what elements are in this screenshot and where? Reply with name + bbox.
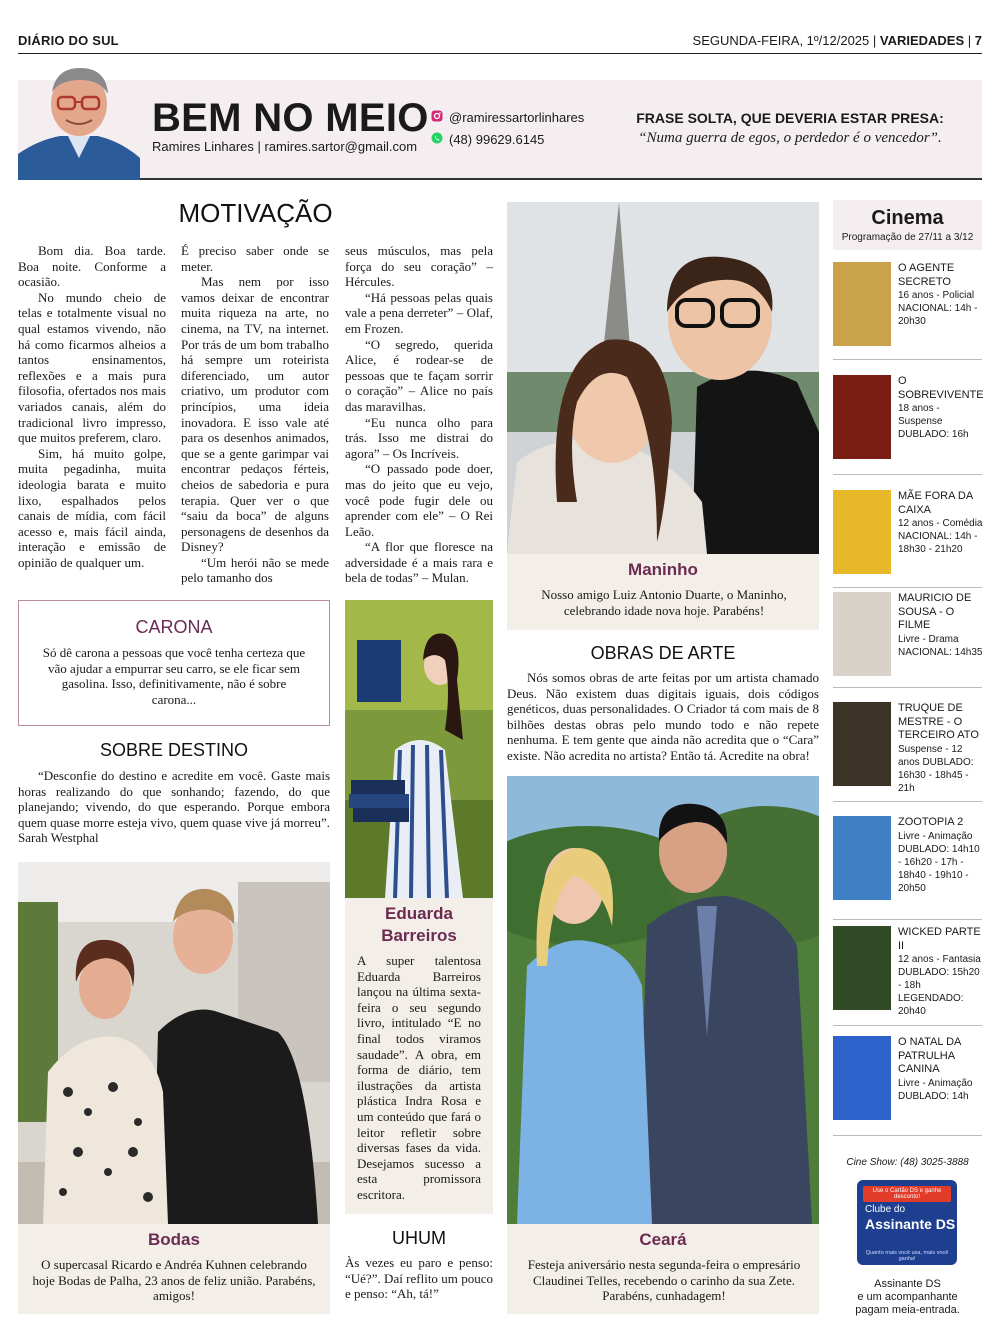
cinema-subtitle: Programação de 27/11 a 3/12 (841, 232, 974, 243)
bodas-name: Bodas (148, 1230, 200, 1249)
ceara-text: Festeja aniversário nesta segunda-feira o empresário Claudinei Telles, recebendo o carinho da sua Zete. Parabéns, cunhadagem! (527, 1257, 801, 1304)
bodas-text: O supercasal Ricardo e Andréa Kuhnen celebrando hoje Bodas de Palha, 23 anos de feliz união. Parabéns, amigos! (32, 1257, 316, 1304)
film-details: Suspense - 12 anos DUBLADO: 16h30 - 18h45 - 21h (898, 743, 974, 794)
clube-note (833, 1278, 982, 1317)
motivacao-col3 (345, 243, 493, 586)
phrase-title: FRASE SOLTA, QUE DEVERIA ESTAR PRESA: (636, 110, 944, 126)
film-listing (833, 1036, 982, 1136)
film-title: O NATAL DA PATRULHA CANINA (898, 1036, 961, 1075)
phrase-text: “Numa guerra de egos, o perdedor é o vencedor”. (638, 130, 942, 146)
clube-note-line3: pagam meia-entrada. (855, 1304, 960, 1316)
film-title: O AGENTE SECRETO (898, 262, 955, 288)
film-listing (833, 592, 982, 688)
motivacao-col1 (18, 243, 166, 570)
paragraph: Mas nem por isso vamos deixar de encontrar muita riqueza na arte, no cinema, na TV, na internet. Por trás de um bom trabalho há sempre um roteirista diferenciado, um autor criativo, um produtor com princípios, uma ideia inovadora. E isso vale até para os desenhos animados, que se a gente garimpar vai encontrar pedaços férteis, cheios de sabedoria e pura terapia. Quer ver o que “saiu da boca” de alguns personagens de desenhos da Disney? (181, 274, 329, 555)
carona-title: CARONA (135, 617, 213, 637)
film-listing (833, 816, 982, 920)
film-poster (833, 816, 891, 900)
film-details: 12 anos - Fantasia DUBLADO: 15h20 - 18h LEGENDADO: 20h40 (898, 954, 981, 1017)
film-poster (833, 262, 891, 346)
film-details: Livre - Drama NACIONAL: 14h35 (898, 633, 983, 658)
paragraph: Sim, há muito golpe, muita pegadinha, muita ideologia barata e muito lixo, espalhados pelos canais de mídia, com fácil acesso e, mais fácil ainda, interação e emissão de opinião de qualquer um. (18, 445, 166, 570)
page-number: 7 (974, 33, 982, 48)
whatsapp-icon (431, 132, 443, 147)
bodas-photo (18, 862, 330, 1224)
film-listing (833, 926, 982, 1026)
clube-assinante-card (857, 1180, 957, 1265)
destino-text (18, 768, 330, 846)
film-title: MÃE FORA DA CAIXA (898, 490, 973, 516)
newspaper-name: DIÁRIO DO SUL (18, 33, 119, 48)
uhum-text: Às vezes eu paro e penso: “Ué?”. Daí reflito um pouco e penso: “Ah, tá!” (345, 1255, 493, 1302)
paragraph: “Desconfie do destino e acredite em você. Gaste mais horas realizando do que sonhando; fazendo, do que planejando; vivendo, do que esperando. Porque embora quem quase morre esteja vivo, quem quase vive já morreu”. Sarah Westphal (18, 768, 330, 846)
obras-text (507, 670, 819, 764)
film-listing (833, 490, 982, 588)
film-details: Livre - Animação DUBLADO: 14h10 - 16h20 - 17h - 18h40 - 19h10 - 20h50 (898, 830, 980, 894)
ceara-name: Ceará (639, 1230, 687, 1249)
film-details: 12 anos - Comédia NACIONAL: 14h - 18h30 - 21h20 (898, 518, 983, 555)
edition-date: SEGUNDA-FEIRA, 1º/12/2025 (692, 33, 870, 48)
page-meta: SEGUNDA-FEIRA, 1º/12/2025 | VARIEDADES | 7 (692, 33, 982, 48)
film-poster (833, 926, 891, 1010)
paragraph: seus músculos, mas pela força do seu coração” – Hércules. (345, 243, 493, 290)
whatsapp-contact[interactable] (431, 132, 544, 147)
running-head (18, 30, 982, 54)
section-name: VARIEDADES (879, 33, 965, 48)
clube-brand-line1: Clube do (865, 1204, 906, 1215)
ceara-photo (507, 776, 819, 1224)
clube-brand-line2: Assinante DS (865, 1216, 956, 1232)
paragraph: “O segredo, querida Alice, é rodear-se de pessoas que te façam sorrir o coração” – Alice no país das maravilhas. (345, 336, 493, 414)
film-title: ZOOTOPIA 2 (898, 816, 964, 828)
author-photo (18, 62, 140, 180)
cinema-title: Cinema (871, 207, 944, 229)
uhum-title: UHUM (392, 1228, 446, 1248)
paragraph: “Há pessoas pelas quais vale a pena derreter” – Olaf, em Frozen. (345, 289, 493, 336)
paragraph: “Um herói não se mede pelo tamanho dos (181, 554, 329, 586)
destino-title: SOBRE DESTINO (99, 740, 249, 760)
film-title: O SOBREVIVENTE (898, 375, 984, 401)
eduarda-text: A super talentosa Eduarda Barreiros lançou na última sexta-feira o seu segundo livro, intitulado “E no final todos viramos saudade”. A obra, em forma de diário, tem ilustrações da artista plástica Indra Rosa e um conteúdo que fará o leitor refletir sobre diversas fases da vida. Desejamos sucesso a esta promissora escritora. (357, 953, 481, 1202)
film-poster (833, 592, 891, 676)
film-title: TRUQUE DE MESTRE - O TERCEIRO ATO (898, 702, 979, 741)
instagram-contact[interactable] (431, 110, 584, 125)
paragraph: É preciso saber onde se meter. (181, 243, 329, 274)
clube-note-line1: Assinante DS (874, 1278, 941, 1290)
film-poster (833, 702, 891, 786)
film-poster (833, 1036, 891, 1120)
instagram-handle: @ramiressartorlinhares (449, 110, 585, 125)
film-title: WICKED PARTE II (898, 926, 981, 952)
film-poster (833, 375, 891, 459)
motivacao-col2 (181, 243, 329, 586)
clube-note-line2: e um acompanhante (857, 1291, 958, 1303)
obras-title: OBRAS DE ARTE (590, 643, 736, 663)
film-details: 16 anos - Policial NACIONAL: 14h - 20h30 (898, 290, 978, 327)
paragraph: “Eu nunca olho para trás. Isso me distrai do agora” – Os Incríveis. (345, 414, 493, 461)
paragraph: Bom dia. Boa tarde. Boa noite. Conforme a ocasião. (18, 243, 166, 290)
eduarda-photo (345, 600, 493, 898)
whatsapp-number: (48) 99629.6145 (449, 132, 545, 147)
motivacao-title: MOTIVAÇÃO (178, 198, 333, 228)
column-author: Ramires Linhares | ramires.sartor@gmail.com (152, 139, 418, 154)
paragraph: No mundo cheio de telas e totalmente visual no qual estamos vivendo, não há como ficarmos alheios a tantos ensinamentos, reflexões e a mais pura filosofia, ofertados nos mais variados canais, além do tradicional livro impresso, que muitos preferem, claro. (18, 289, 166, 446)
paragraph: “O passado pode doer, mas do jeito que eu vejo, você pode fugir dele ou aprender com ele” – O Rei Leão. (345, 461, 493, 539)
maninho-text: Nosso amigo Luiz Antonio Duarte, o Maninho, celebrando idade nova hoje. Parabéns! (541, 587, 787, 618)
clube-footer: Quanto mais você usa, mais você ganha! (865, 1250, 949, 1262)
film-poster (833, 490, 891, 574)
eduarda-name: Eduarda Barreiros (381, 904, 457, 945)
film-listing (833, 702, 982, 802)
film-title: MAURICIO DE SOUSA - O FILME (898, 592, 972, 631)
column-title: BEM NO MEIO (152, 96, 429, 140)
film-listing (833, 262, 982, 360)
maninho-photo (507, 202, 819, 554)
film-details: 18 anos - Suspense DUBLADO: 16h (898, 403, 969, 440)
clube-tagline: Use o Cartão DS e ganhe desconto! (863, 1186, 951, 1202)
maninho-name: Maninho (628, 560, 698, 579)
instagram-icon (431, 110, 443, 125)
cine-show-phone: Cine Show: (48) 3025-3888 (846, 1157, 969, 1168)
film-details: Livre - Animação DUBLADO: 14h (898, 1077, 973, 1102)
carona-text: Só dê carona a pessoas que você tenha certeza que vão ajudar a empurrar seu carro, se ele ficar sem gasolina. Isso, definitivamente, não é sobre carona... (42, 645, 306, 707)
paragraph: Nós somos obras de arte feitas por um artista chamado Deus. Não existem duas digitais iguais, dois códigos genéticos, duas personalidades. O Criador tá com mais de 8 bilhões destas obras pelo mundo todo e não repete nenhuma. E tem gente que ainda não acredita que o “Cara” existe. Não acredita no artista? Então tá. Acredite na obra! (507, 670, 819, 763)
film-listing (833, 375, 982, 475)
paragraph: “A flor que floresce na adversidade é a mais rara e bela de todas” – Mulan. (345, 539, 493, 586)
